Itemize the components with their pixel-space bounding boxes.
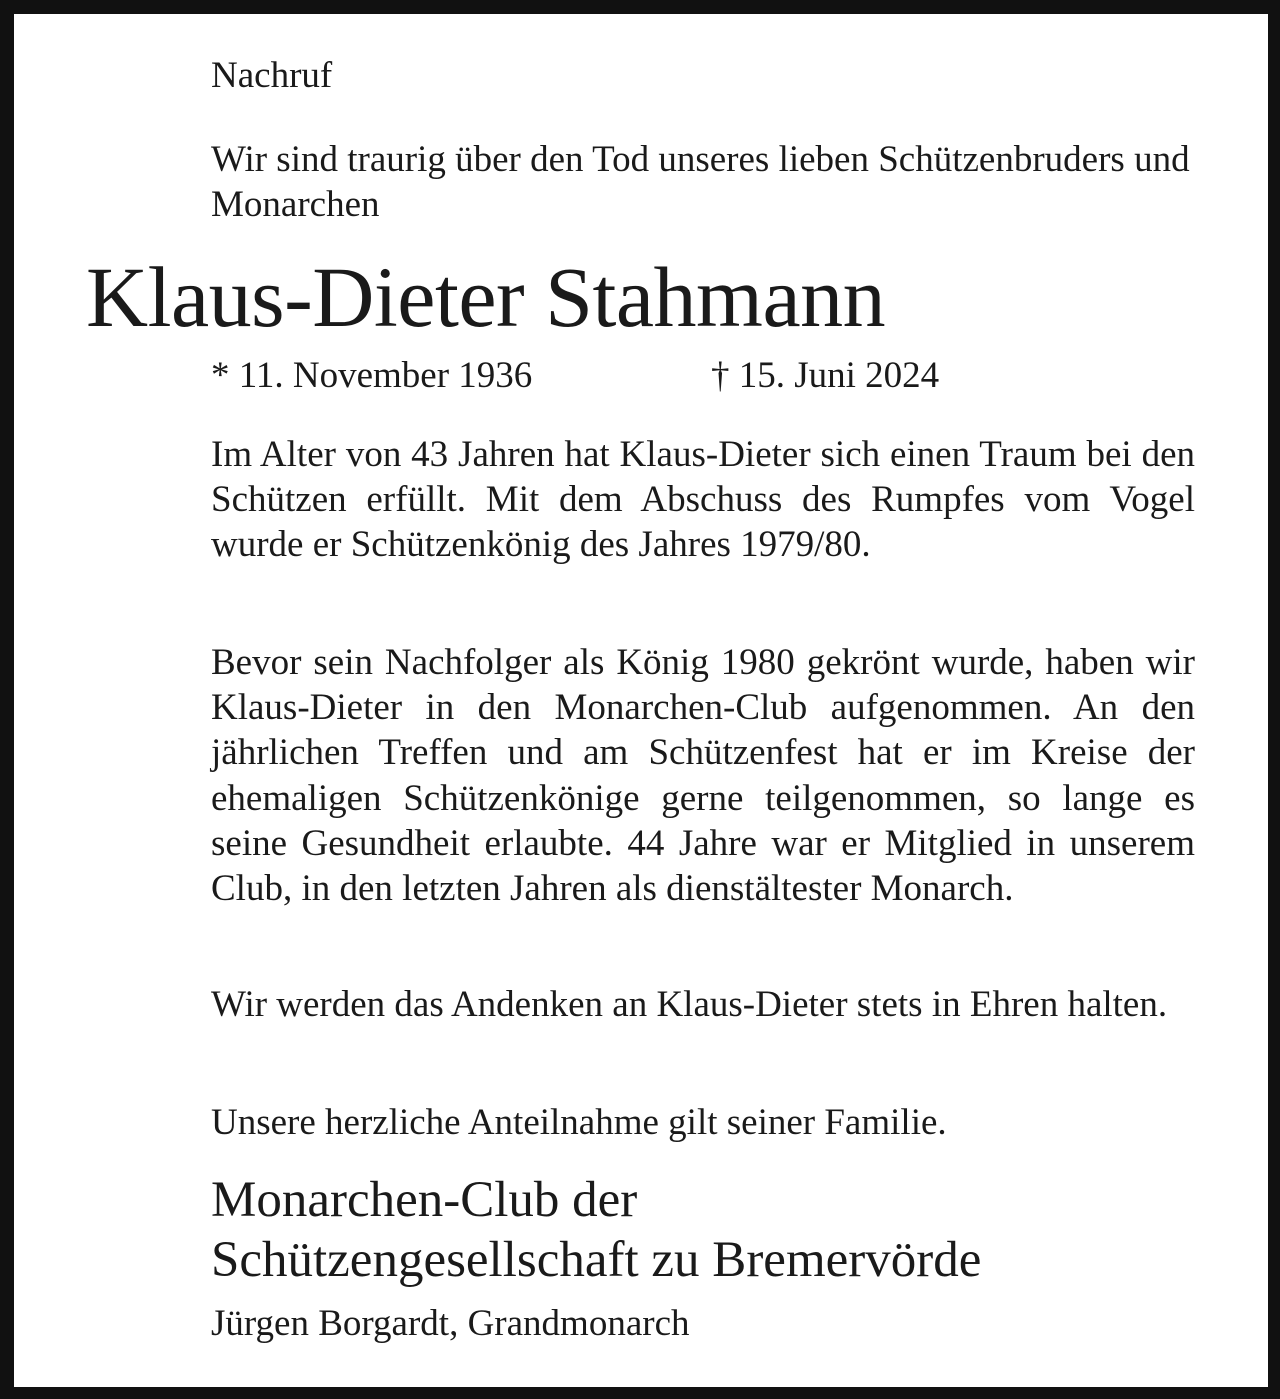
club-name-line-2: Schützengesellschaft zu Bremervörde	[211, 1232, 982, 1288]
birth-date: * 11. November 1936	[211, 355, 533, 396]
paragraph-kingship: Im Alter von 43 Jahren hat Klaus-Dieter sich einen Traum bei den Schützen erfüllt. Mit dem Abschuss des Rumpfes vom Vogel wurde er Schützenkönig des Jahres 1979/80.	[211, 434, 1195, 566]
intro-text: Wir sind traurig über den Tod unseres lieben Schützenbruders und Monarchen	[211, 139, 1190, 225]
paragraph-condolence: Unsere herzliche Anteilnahme gilt seiner Familie.	[211, 1102, 947, 1143]
paragraph-remembrance: Wir werden das Andenken an Klaus-Dieter stets in Ehren halten.	[211, 984, 1168, 1025]
death-date: † 15. Juni 2024	[711, 355, 940, 396]
club-name-line-1: Monarchen-Club der	[211, 1172, 638, 1228]
signer: Jürgen Borgardt, Grandmonarch	[211, 1303, 690, 1344]
paragraph-monarchen-club: Bevor sein Nachfolger als König 1980 gekrönt wurde, haben wir Klaus-Dieter in den Monarchen-Club aufgenommen. An den jährlichen Treffen und am Schützenfest hat er im Kreise der ehemaligen Schützenkönige gerne teilgenommen, so lange es seine Gesundheit erlaubte. 44 Jahre war er Mitglied in unserem Club, in den letzten Jahren als dienstältester Monarch.	[211, 642, 1195, 910]
club-name	[211, 1170, 1195, 1290]
deceased-name: Klaus-Dieter Stahmann	[86, 249, 886, 345]
heading: Nachruf	[211, 55, 333, 96]
